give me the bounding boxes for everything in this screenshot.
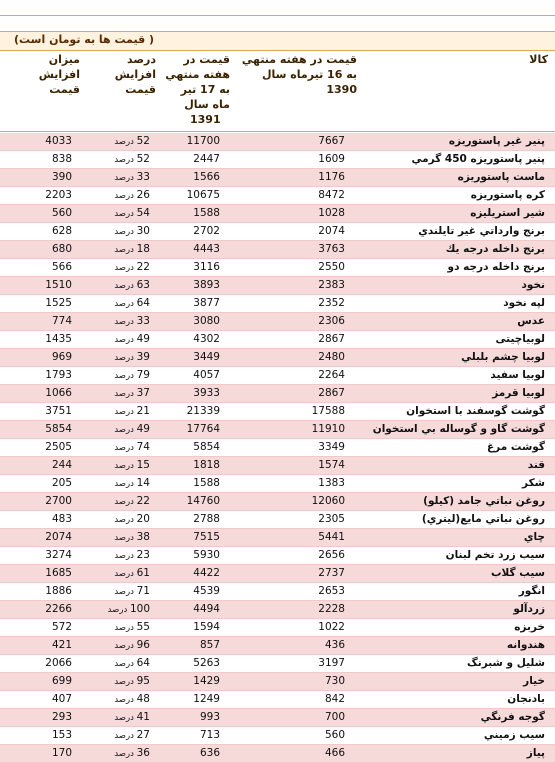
price-1390: 1574	[318, 459, 345, 471]
price-1391: 2447	[193, 153, 220, 165]
table-row	[0, 691, 555, 709]
price-1390: 2383	[318, 279, 345, 291]
price-1391: 2788	[193, 513, 220, 525]
increase-amount: 572	[51, 621, 72, 633]
item-name: قند	[527, 459, 545, 471]
percent-unit: درصد	[114, 281, 137, 291]
percent-unit: درصد	[114, 677, 137, 687]
percent-cell	[78, 170, 150, 185]
percent-value: 14	[136, 477, 150, 489]
percent-value: 21	[136, 405, 150, 417]
percent-cell	[78, 728, 150, 743]
increase-amount: 2700	[45, 495, 72, 507]
percent-unit: درصد	[114, 659, 137, 669]
increase-amount: 483	[51, 513, 72, 525]
price-1390: 2550	[318, 261, 345, 273]
percent-value: 71	[136, 585, 150, 597]
table-row	[0, 439, 555, 457]
percent-unit: درصد	[114, 443, 137, 453]
item-name: بادنجان	[507, 693, 545, 705]
percent-value: 22	[136, 495, 150, 507]
price-1391: 636	[199, 747, 220, 759]
header-divider	[0, 131, 555, 132]
percent-value: 39	[136, 351, 150, 363]
percent-unit: درصد	[114, 461, 137, 471]
price-1391: 1818	[193, 459, 220, 471]
percent-unit: درصد	[114, 641, 137, 651]
header-percent: درصد افزایش قیمت	[114, 53, 156, 96]
price-1391: 3116	[193, 261, 220, 273]
price-1391: 4539	[193, 585, 220, 597]
item-name: شلیل و شبرنگ	[467, 657, 545, 669]
table-row	[0, 187, 555, 205]
price-1390: 2867	[318, 333, 345, 345]
item-name: سیب زرد تخم لبنان	[445, 549, 545, 561]
top-divider	[0, 15, 555, 16]
price-1391: 3449	[193, 351, 220, 363]
price-1390: 2737	[318, 567, 345, 579]
price-1390: 2306	[318, 315, 345, 327]
price-1391: 17764	[186, 423, 220, 435]
price-1390: 2228	[318, 603, 345, 615]
percent-cell	[78, 242, 150, 257]
item-name: گوشت گوسفند با استخوان	[406, 405, 545, 417]
increase-amount: 838	[51, 153, 72, 165]
increase-amount: 1066	[45, 387, 72, 399]
percent-value: 23	[136, 549, 150, 561]
price-1390: 17588	[311, 405, 345, 417]
table-row	[0, 205, 555, 223]
item-name: سیب زمیني	[483, 729, 545, 741]
table-row	[0, 223, 555, 241]
price-1391: 5930	[193, 549, 220, 561]
price-1390: 436	[324, 639, 345, 651]
percent-unit: درصد	[114, 479, 137, 489]
price-1391: 1588	[193, 477, 220, 489]
increase-amount: 421	[51, 639, 72, 651]
table-row	[0, 151, 555, 169]
percent-value: 49	[136, 333, 150, 345]
percent-cell	[78, 278, 150, 293]
price-1390: 560	[324, 729, 345, 741]
currency-note-bar	[0, 31, 555, 51]
percent-value: 30	[136, 225, 150, 237]
percent-unit: درصد	[114, 497, 137, 507]
table-row	[0, 421, 555, 439]
percent-cell	[78, 530, 150, 545]
percent-unit: درصد	[114, 389, 137, 399]
percent-unit: درصد	[114, 425, 137, 435]
percent-value: 22	[136, 261, 150, 273]
item-name: خیار	[523, 675, 545, 687]
percent-value: 38	[136, 531, 150, 543]
percent-cell	[78, 188, 150, 203]
percent-unit: درصد	[114, 587, 137, 597]
percent-unit: درصد	[114, 353, 137, 363]
percent-cell	[78, 476, 150, 491]
table-row	[0, 583, 555, 601]
percent-unit: درصد	[114, 335, 137, 345]
percent-cell	[78, 206, 150, 221]
percent-value: 96	[136, 639, 150, 651]
percent-value: 41	[136, 711, 150, 723]
price-1390: 8472	[318, 189, 345, 201]
percent-cell	[78, 296, 150, 311]
price-1391: 993	[199, 711, 220, 723]
price-1390: 7667	[318, 135, 345, 147]
percent-value: 26	[136, 189, 150, 201]
item-name: زردآلو	[513, 603, 545, 615]
price-1390: 842	[324, 693, 345, 705]
percent-cell	[78, 566, 150, 581]
item-name: برنج داخله درجه يك	[445, 243, 545, 255]
percent-unit: درصد	[114, 137, 137, 147]
item-name: انگور	[518, 585, 545, 597]
item-name: پیاز	[526, 747, 545, 759]
increase-amount: 560	[51, 207, 72, 219]
increase-amount: 2203	[45, 189, 72, 201]
price-1390: 1028	[318, 207, 345, 219]
price-1390: 1609	[318, 153, 345, 165]
percent-value: 64	[136, 297, 150, 309]
item-name: شیر استریلیزه	[470, 207, 545, 219]
price-1391: 3933	[193, 387, 220, 399]
price-1390: 3763	[318, 243, 345, 255]
percent-value: 27	[136, 729, 150, 741]
percent-value: 79	[136, 369, 150, 381]
header-price-1391	[160, 52, 230, 130]
price-1391: 1594	[193, 621, 220, 633]
percent-value: 33	[136, 315, 150, 327]
percent-unit: درصد	[114, 731, 137, 741]
table-row	[0, 601, 555, 619]
table-row	[0, 241, 555, 259]
increase-amount: 293	[51, 711, 72, 723]
price-1391: 4302	[193, 333, 220, 345]
table-row	[0, 259, 555, 277]
price-1391: 1588	[193, 207, 220, 219]
price-1390: 466	[324, 747, 345, 759]
table-row	[0, 529, 555, 547]
percent-cell	[78, 152, 150, 167]
increase-amount: 2505	[45, 441, 72, 453]
increase-amount: 153	[51, 729, 72, 741]
price-1391: 4422	[193, 567, 220, 579]
percent-value: 63	[136, 279, 150, 291]
item-name: برنج داخله درجه دو	[447, 261, 545, 273]
table-row	[0, 169, 555, 187]
percent-value: 33	[136, 171, 150, 183]
increase-amount: 628	[51, 225, 72, 237]
percent-cell	[78, 548, 150, 563]
percent-cell	[78, 458, 150, 473]
percent-cell	[78, 494, 150, 509]
table-row	[0, 637, 555, 655]
item-name: هندوانه	[506, 639, 545, 651]
percent-unit: درصد	[114, 695, 137, 705]
table-row	[0, 403, 555, 421]
increase-amount: 3274	[45, 549, 72, 561]
table-row	[0, 313, 555, 331]
percent-unit: درصد	[114, 569, 137, 579]
header-price-1391-label: قیمت در هفته منتهي به 17 تیر ماه سال	[165, 53, 230, 111]
table-row	[0, 133, 555, 151]
percent-cell	[78, 332, 150, 347]
increase-amount: 1886	[45, 585, 72, 597]
percent-unit: درصد	[114, 173, 137, 183]
item-name: کره پاستوریزه	[470, 189, 545, 201]
price-1391: 4057	[193, 369, 220, 381]
percent-value: 37	[136, 387, 150, 399]
item-name: چاي	[523, 531, 545, 543]
item-name: نخود	[521, 279, 545, 291]
table-row	[0, 511, 555, 529]
table-row	[0, 619, 555, 637]
increase-amount: 2074	[45, 531, 72, 543]
increase-amount: 566	[51, 261, 72, 273]
price-1390: 2352	[318, 297, 345, 309]
currency-note: ( قیمت ها به تومان است)	[14, 33, 155, 46]
item-name: روغن نباتي جامد (كيلو)	[423, 495, 545, 507]
item-name: لپه نخود	[503, 297, 545, 309]
increase-amount: 699	[51, 675, 72, 687]
increase-amount: 3751	[45, 405, 72, 417]
percent-unit: درصد	[114, 407, 137, 417]
percent-cell	[78, 368, 150, 383]
table-row	[0, 295, 555, 313]
price-1390: 700	[324, 711, 345, 723]
increase-amount: 774	[51, 315, 72, 327]
percent-unit: درصد	[114, 209, 137, 219]
price-1391: 5854	[193, 441, 220, 453]
price-1391: 1566	[193, 171, 220, 183]
header-increase: میزان افزایش قیمت	[38, 53, 80, 96]
increase-amount: 2066	[45, 657, 72, 669]
increase-amount: 680	[51, 243, 72, 255]
table-row	[0, 331, 555, 349]
price-1390: 11910	[311, 423, 345, 435]
price-1390: 1383	[318, 477, 345, 489]
table-row	[0, 745, 555, 763]
percent-value: 55	[136, 621, 150, 633]
percent-unit: درصد	[114, 245, 137, 255]
increase-amount: 2266	[45, 603, 72, 615]
header-item: کالا	[529, 53, 548, 66]
percent-cell	[78, 674, 150, 689]
percent-unit: درصد	[114, 533, 137, 543]
percent-value: 15	[136, 459, 150, 471]
percent-value: 54	[136, 207, 150, 219]
increase-amount: 407	[51, 693, 72, 705]
price-1391: 3893	[193, 279, 220, 291]
percent-cell	[78, 422, 150, 437]
percent-cell	[78, 314, 150, 329]
item-name: عدس	[517, 315, 545, 327]
table-row	[0, 475, 555, 493]
price-1390: 730	[324, 675, 345, 687]
table-row	[0, 277, 555, 295]
table-row	[0, 673, 555, 691]
percent-cell	[78, 602, 150, 617]
table-row	[0, 385, 555, 403]
price-1391: 1249	[193, 693, 220, 705]
percent-value: 64	[136, 657, 150, 669]
percent-cell	[78, 350, 150, 365]
increase-amount: 1510	[45, 279, 72, 291]
item-name: گوشت گاو و گوساله بي استخوان	[372, 423, 545, 435]
price-table-body	[0, 133, 555, 763]
percent-value: 74	[136, 441, 150, 453]
increase-amount: 1525	[45, 297, 72, 309]
table-row	[0, 493, 555, 511]
item-name: گوجه فرنگي	[480, 711, 545, 723]
price-1390: 3197	[318, 657, 345, 669]
table-row	[0, 565, 555, 583]
increase-amount: 244	[51, 459, 72, 471]
increase-amount: 1435	[45, 333, 72, 345]
item-name: لوبیا قرمز	[492, 387, 545, 399]
percent-cell	[78, 224, 150, 239]
percent-unit: درصد	[114, 515, 137, 525]
table-row	[0, 709, 555, 727]
increase-amount: 5854	[45, 423, 72, 435]
increase-amount: 390	[51, 171, 72, 183]
percent-unit: درصد	[114, 713, 137, 723]
percent-cell	[78, 692, 150, 707]
percent-cell	[78, 638, 150, 653]
price-1390: 2480	[318, 351, 345, 363]
item-name: برنج وارداتي غیر تايلندي	[418, 225, 545, 237]
item-name: لوبیا سفید	[490, 369, 545, 381]
percent-value: 49	[136, 423, 150, 435]
price-1391: 21339	[186, 405, 220, 417]
increase-amount: 969	[51, 351, 72, 363]
percent-unit: درصد	[114, 623, 137, 633]
price-1390: 1176	[318, 171, 345, 183]
price-1391: 713	[199, 729, 220, 741]
price-1391: 5263	[193, 657, 220, 669]
item-name: خربزه	[514, 621, 545, 633]
table-row	[0, 655, 555, 673]
price-1390: 5441	[318, 531, 345, 543]
item-name: لوبیا چشم بلبلي	[461, 351, 545, 363]
percent-value: 20	[136, 513, 150, 525]
percent-value: 36	[136, 747, 150, 759]
price-1390: 3349	[318, 441, 345, 453]
header-price-1391-year: 1391	[190, 113, 221, 126]
table-row	[0, 727, 555, 745]
price-1391: 1429	[193, 675, 220, 687]
percent-value: 95	[136, 675, 150, 687]
item-name: لوبیاچیتی	[495, 333, 545, 345]
item-name: روغن نباتي مایع(لیتري)	[421, 513, 545, 525]
percent-unit: درصد	[114, 155, 137, 165]
price-1391: 857	[199, 639, 220, 651]
percent-unit: درصد	[114, 317, 137, 327]
price-1391: 11700	[186, 135, 220, 147]
increase-amount: 1685	[45, 567, 72, 579]
item-name: پنیر پاستوریزه 450 گرمي	[411, 153, 545, 165]
percent-cell	[78, 440, 150, 455]
percent-unit: درصد	[114, 371, 137, 381]
percent-value: 52	[136, 153, 150, 165]
percent-cell	[78, 386, 150, 401]
percent-value: 52	[136, 135, 150, 147]
percent-cell	[78, 746, 150, 761]
table-row	[0, 349, 555, 367]
table-row	[0, 547, 555, 565]
percent-cell	[78, 404, 150, 419]
price-1391: 14760	[186, 495, 220, 507]
price-1390: 2653	[318, 585, 345, 597]
percent-unit: درصد	[107, 605, 130, 615]
item-name: سیب گلاب	[490, 567, 545, 579]
price-1391: 3080	[193, 315, 220, 327]
percent-cell	[78, 260, 150, 275]
percent-unit: درصد	[114, 299, 137, 309]
price-1390: 1022	[318, 621, 345, 633]
table-row	[0, 367, 555, 385]
price-1390: 2074	[318, 225, 345, 237]
percent-value: 48	[136, 693, 150, 705]
percent-cell	[78, 584, 150, 599]
price-1391: 7515	[193, 531, 220, 543]
price-1390: 2656	[318, 549, 345, 561]
increase-amount: 4033	[45, 135, 72, 147]
price-1391: 2702	[193, 225, 220, 237]
table-row	[0, 457, 555, 475]
price-1390: 2305	[318, 513, 345, 525]
percent-unit: درصد	[114, 191, 137, 201]
percent-unit: درصد	[114, 227, 137, 237]
percent-unit: درصد	[114, 749, 137, 759]
item-name: ماست پاستوریزه	[457, 171, 545, 183]
percent-value: 18	[136, 243, 150, 255]
increase-amount: 1793	[45, 369, 72, 381]
item-name: شکر	[522, 477, 545, 489]
percent-value: 61	[136, 567, 150, 579]
price-1390: 2867	[318, 387, 345, 399]
item-name: پنیر غیر پاستوریزه	[448, 135, 545, 147]
percent-cell	[78, 512, 150, 527]
increase-amount: 205	[51, 477, 72, 489]
percent-unit: درصد	[114, 551, 137, 561]
percent-value: 100	[129, 603, 150, 615]
percent-cell	[78, 134, 150, 149]
percent-unit: درصد	[114, 263, 137, 273]
percent-cell	[78, 656, 150, 671]
price-1391: 10675	[186, 189, 220, 201]
price-1391: 4443	[193, 243, 220, 255]
price-1390: 12060	[311, 495, 345, 507]
price-1391: 3877	[193, 297, 220, 309]
item-name: گوشت مرغ	[487, 441, 545, 453]
price-1391: 4494	[193, 603, 220, 615]
header-price-1390: قیمت در هفته منتهي به 16 تيرماه سال 1390	[241, 53, 357, 96]
increase-amount: 170	[51, 747, 72, 759]
price-1390: 2264	[318, 369, 345, 381]
percent-cell	[78, 620, 150, 635]
